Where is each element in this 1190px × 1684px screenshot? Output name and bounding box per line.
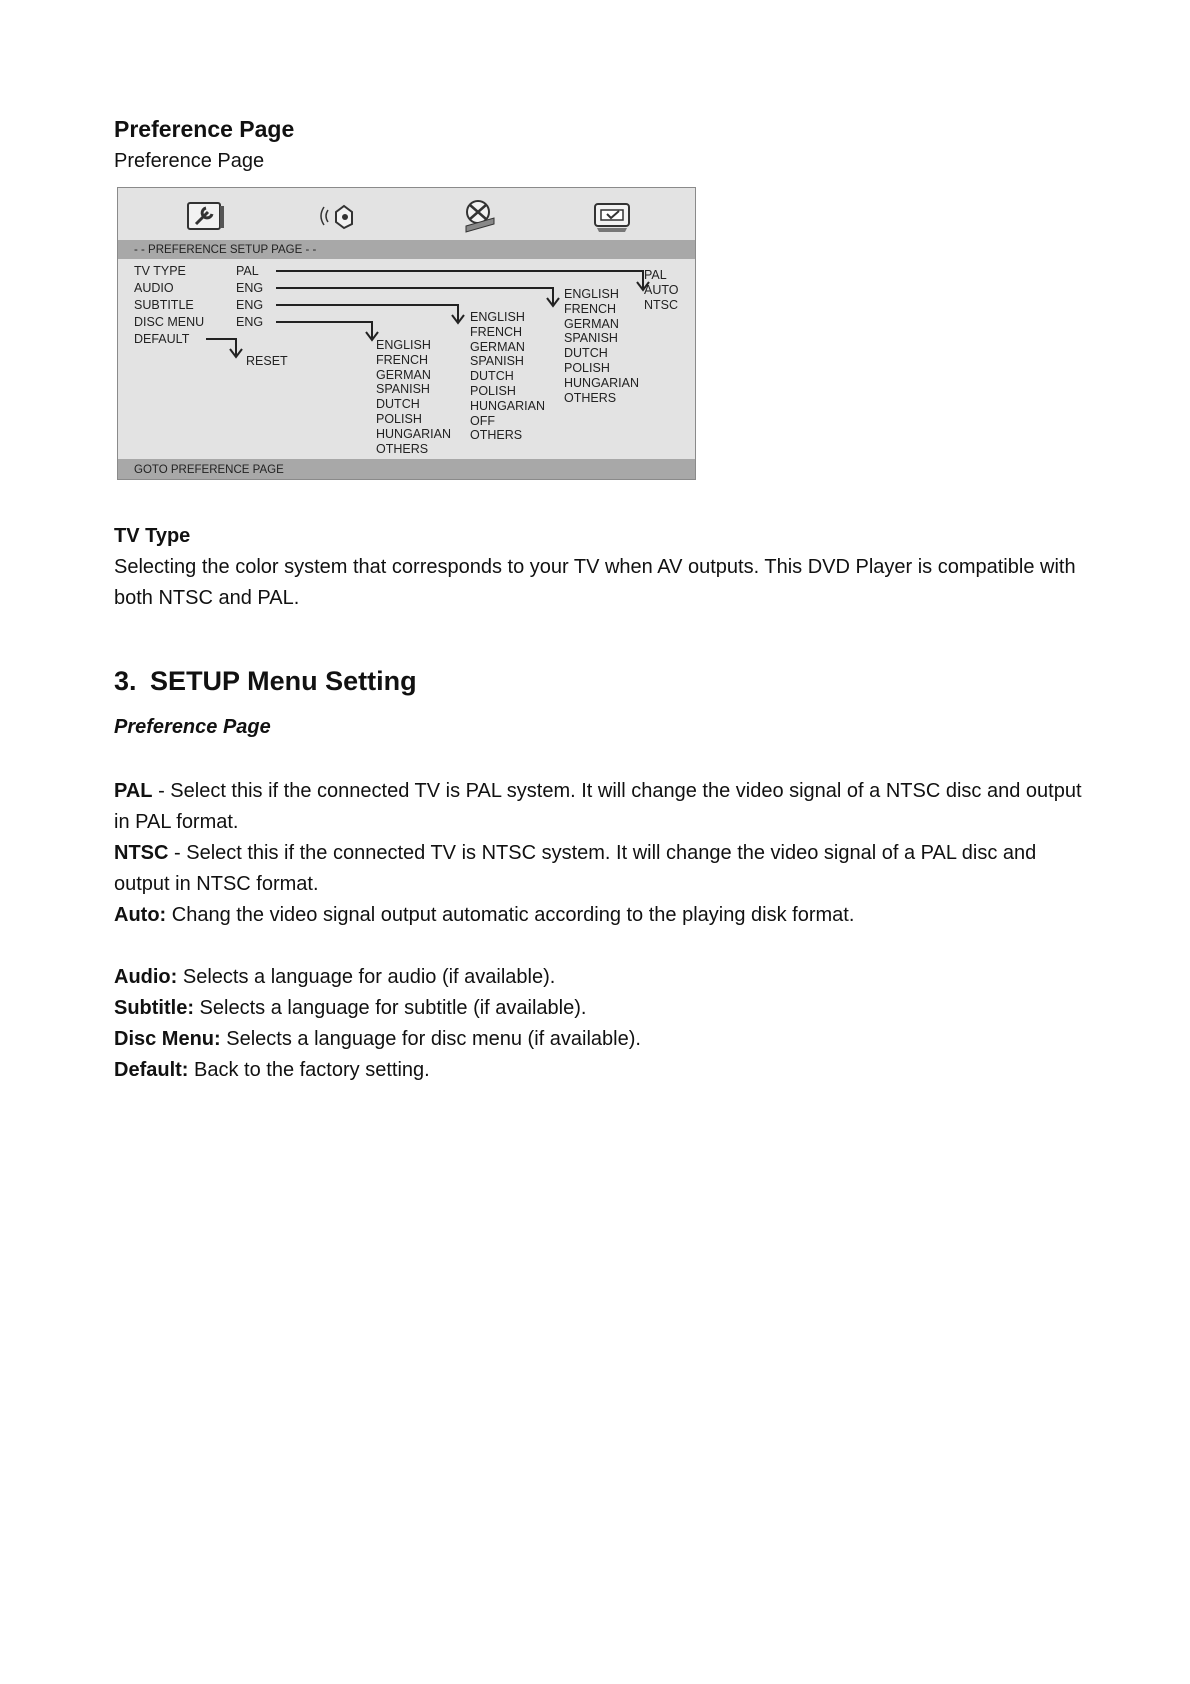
pal-text: - Select this if the connected TV is PAL system. It will change the video signal of a NTSC disc and output in PAL format. — [114, 780, 1082, 833]
audio-definition — [114, 962, 1094, 993]
page-subtitle: Preference Page — [114, 150, 265, 172]
disc-menu-term: Disc Menu: — [114, 1028, 221, 1050]
ntsc-definition — [114, 838, 1094, 900]
menu-value-tv-type: PAL — [236, 264, 259, 278]
preference-menu-figure — [117, 187, 696, 480]
tv-type-options — [644, 268, 679, 312]
audio-term: Audio: — [114, 966, 178, 988]
option-item[interactable]: OTHERS — [470, 428, 523, 443]
audio-options — [564, 287, 639, 405]
menu-header-label: - - PREFERENCE SETUP PAGE - - — [134, 244, 317, 256]
option-item[interactable]: ENGLISH — [376, 338, 431, 352]
option-item[interactable]: SPANISH — [470, 354, 524, 369]
ntsc-text: - Select this if the connected TV is NTSC system. It will change the video signal of a PAL disc and output in NTSC format. — [114, 842, 1037, 895]
option-item[interactable]: GERMAN — [376, 367, 431, 382]
auto-definition — [114, 900, 1094, 931]
disc-menu-text: Selects a language for disc menu (if available). — [220, 1028, 641, 1050]
menu-value-disc-menu: ENG — [236, 315, 264, 329]
option-item[interactable]: AUTO — [644, 282, 679, 297]
option-item[interactable]: OTHERS — [376, 441, 429, 456]
pal-definition — [114, 776, 1094, 838]
menu-footer-label: GOTO PREFERENCE PAGE — [134, 464, 284, 476]
option-item[interactable]: OFF — [470, 413, 495, 428]
option-item[interactable]: ENGLISH — [564, 287, 619, 301]
section-title: SETUP Menu Setting — [150, 666, 417, 696]
menu-item-default[interactable]: DEFAULT — [134, 332, 190, 346]
auto-term: Auto: — [114, 904, 167, 926]
auto-text: Chang the video signal output automatic according to the playing disk format. — [166, 904, 855, 926]
default-text: Back to the factory setting. — [188, 1059, 430, 1081]
disc-menu-definition — [114, 1024, 1094, 1055]
option-item[interactable]: FRENCH — [470, 324, 523, 339]
option-item[interactable]: FRENCH — [376, 352, 429, 367]
default-definition — [114, 1055, 1094, 1086]
subtitle-text: Selects a language for subtitle (if available). — [194, 997, 587, 1019]
option-item[interactable]: HUNGARIAN — [564, 375, 640, 390]
menu-item-subtitle[interactable]: SUBTITLE — [134, 298, 194, 312]
option-item[interactable]: GERMAN — [564, 316, 619, 331]
menu-value-audio: ENG — [236, 281, 264, 295]
option-item[interactable]: SPANISH — [564, 331, 618, 346]
menu-item-tv-type[interactable]: TV TYPE — [134, 264, 186, 278]
option-item[interactable]: GERMAN — [470, 339, 525, 354]
ntsc-term: NTSC — [114, 842, 169, 864]
option-item[interactable]: DUTCH — [564, 346, 608, 361]
subtitle-definition — [114, 993, 1094, 1024]
option-item[interactable]: HUNGARIAN — [470, 398, 546, 413]
option-item[interactable]: HUNGARIAN — [376, 426, 452, 441]
subtitle-options — [470, 310, 545, 443]
option-item[interactable]: DUTCH — [376, 397, 420, 412]
option-item[interactable]: PAL — [644, 268, 667, 282]
option-item[interactable]: DUTCH — [470, 369, 514, 384]
option-item[interactable]: OTHERS — [564, 390, 617, 405]
option-item[interactable]: POLISH — [376, 411, 422, 426]
tv-type-heading: TV Type — [114, 525, 191, 547]
section-heading — [114, 666, 417, 697]
option-item[interactable]: ENGLISH — [470, 310, 525, 324]
menu-item-disc-menu[interactable]: DISC MENU — [134, 315, 205, 329]
pal-term: PAL — [114, 780, 153, 802]
option-item[interactable]: POLISH — [564, 360, 610, 375]
option-item[interactable]: POLISH — [470, 383, 516, 398]
menu-reset-option[interactable]: RESET — [246, 354, 288, 368]
option-item[interactable]: NTSC — [644, 297, 679, 312]
subtitle-term: Subtitle: — [114, 997, 194, 1019]
option-item[interactable]: FRENCH — [564, 301, 617, 316]
menu-value-subtitle: ENG — [236, 298, 264, 312]
tv-type-text: Selecting the color system that corresponds to your TV when AV outputs. This DVD Player is compatible with both NTSC and PAL. — [114, 556, 1076, 609]
menu-item-audio[interactable]: AUDIO — [134, 281, 174, 295]
section-subheading: Preference Page — [114, 716, 271, 738]
page-title: Preference Page — [114, 116, 295, 142]
option-item[interactable]: SPANISH — [376, 382, 430, 397]
section-number: 3. — [114, 666, 137, 696]
audio-text: Selects a language for audio (if available). — [177, 966, 556, 988]
disc-menu-options — [376, 338, 451, 456]
default-term: Default: — [114, 1059, 189, 1081]
